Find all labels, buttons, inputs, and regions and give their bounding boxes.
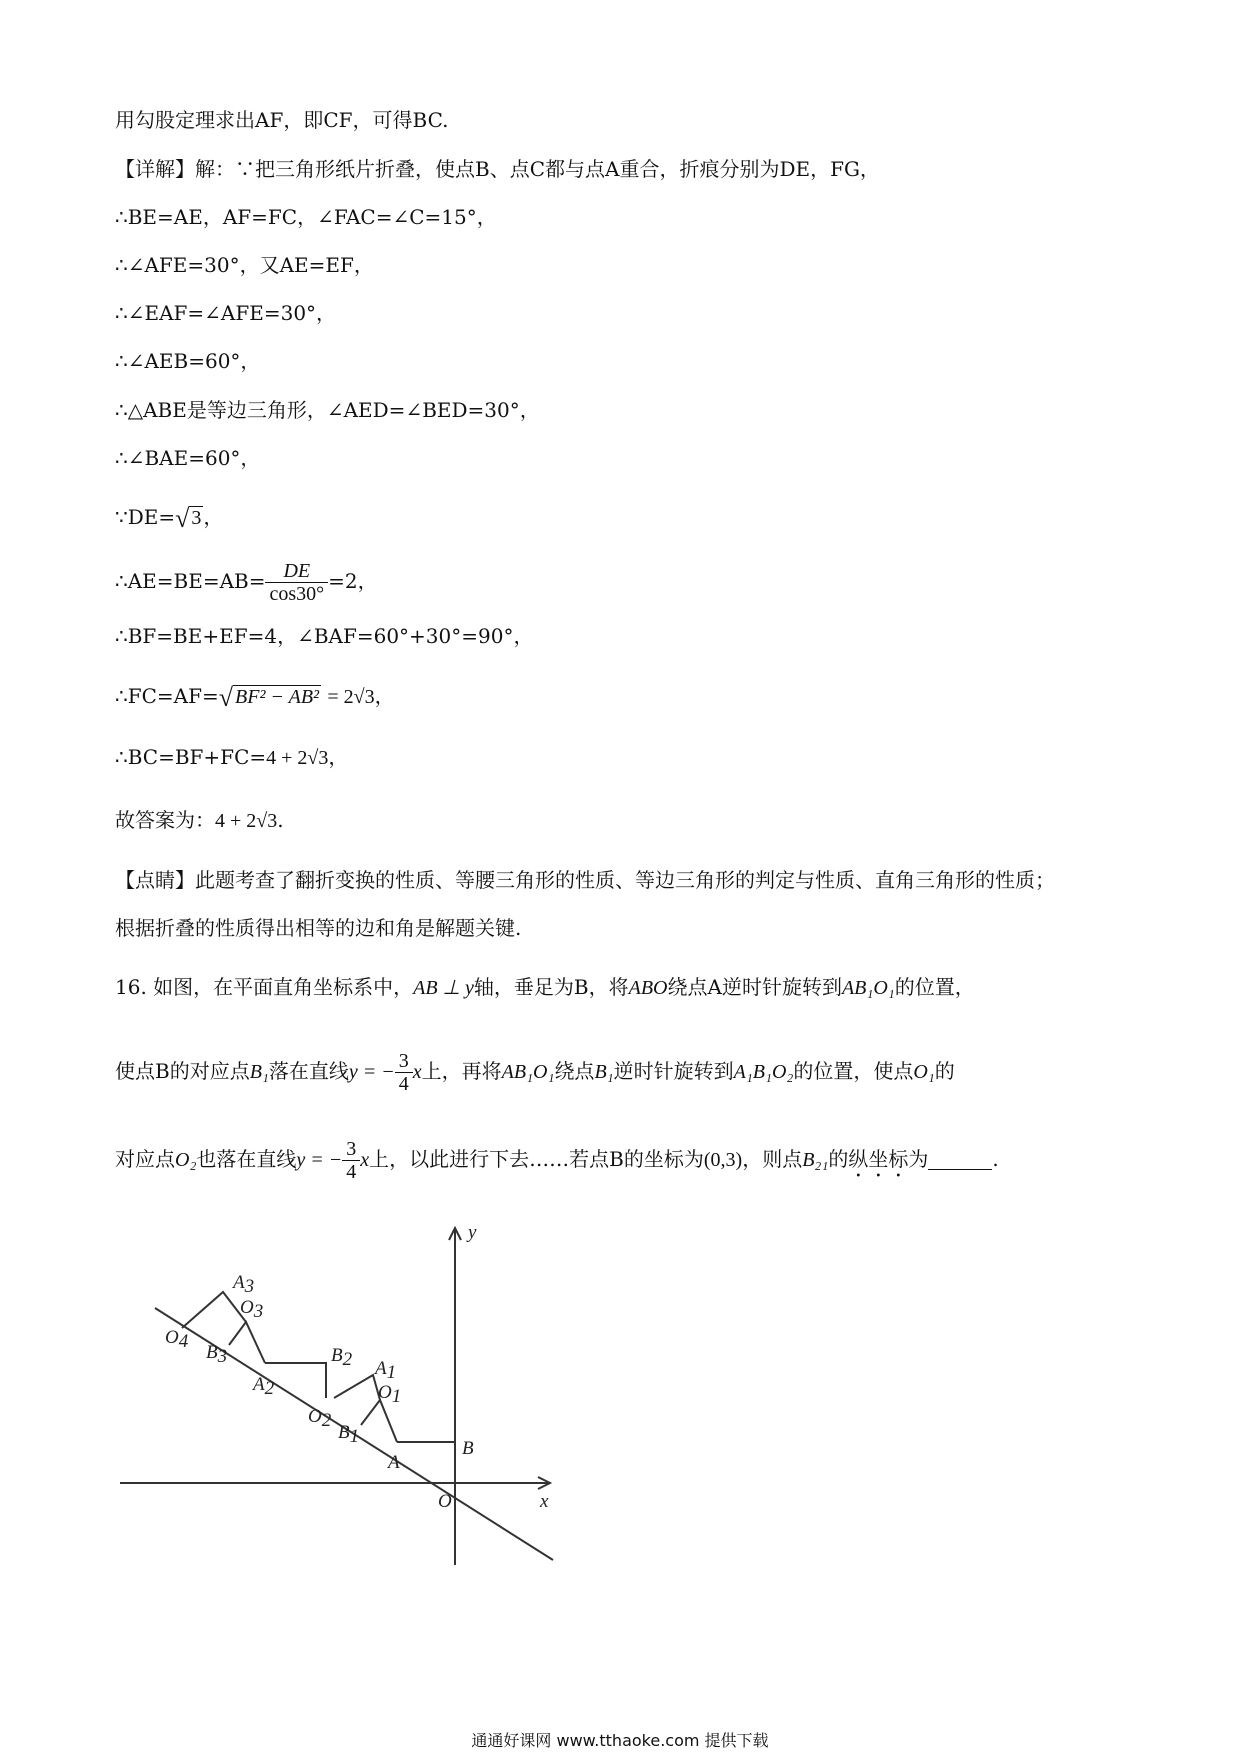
problem-text: 为 <box>908 1147 929 1171</box>
label-o2: O2 <box>308 1406 332 1431</box>
label-b1: B1 <box>338 1422 360 1447</box>
label-origin: O <box>438 1491 452 1512</box>
coordinate-figure <box>110 1210 570 1580</box>
comment-tag: 【点睛】 <box>115 868 195 892</box>
segment-a2-o3-b3 <box>229 1322 265 1363</box>
label-a3: A3 <box>233 1272 255 1297</box>
step-11 <box>115 743 348 772</box>
step-6: ∴∠BAE=60°， <box>115 446 261 470</box>
problem-text: 逆时针旋转到 <box>613 1059 734 1083</box>
step-9: ∴BF=BE+EF=4，∠BAF=60°+30°=90°， <box>115 624 534 648</box>
step-11-suffix: ， <box>328 745 349 769</box>
page-footer: 通通好课网 www.tthaoke.com 提供下载 <box>471 1731 769 1750</box>
problem-text: ，则点 <box>742 1147 803 1171</box>
label-b3: B3 <box>206 1342 228 1367</box>
label-x: x <box>540 1491 549 1512</box>
problem-line-2 <box>115 1050 955 1095</box>
problem-text: 的位置，使点 <box>793 1059 914 1083</box>
answer-suffix: . <box>277 808 284 832</box>
problem-text: 轴，垂足为 <box>473 975 574 999</box>
detail-line <box>115 155 880 183</box>
step-10-prefix: ∴FC=AF= <box>115 684 219 708</box>
point-o2: O₂ <box>175 1149 197 1171</box>
problem-line-1 <box>115 973 975 1002</box>
problem-text: 的位置， <box>894 975 975 999</box>
step-11-value: 4 + 2√3 <box>266 747 329 769</box>
step-2: ∴∠AFE=30°，又AE=EF， <box>115 253 374 277</box>
label-a2: A2 <box>253 1374 275 1399</box>
step-10-suffix: ， <box>374 684 395 708</box>
coordinate-b: (0,3) <box>703 1149 743 1171</box>
perp-condition: AB ⊥ y <box>413 977 474 999</box>
comment-text-1: 此题考查了翻折变换的性质、等腰三角形的性质、等边三角形的判定与性质、直角三角形的性质； <box>195 868 1055 892</box>
label-b: B <box>462 1438 474 1459</box>
answer-prefix: 故答案为： <box>115 808 215 832</box>
step-3: ∴∠EAF=∠AFE=30°， <box>115 301 337 325</box>
sqrt-3: √ 3 <box>175 504 202 533</box>
equation-lhs: y = − <box>296 1149 343 1171</box>
problem-text: 上，再将 <box>421 1059 502 1083</box>
problem-number: 16. <box>115 975 147 999</box>
problem-text: 的 <box>828 1147 849 1171</box>
problem-line-3 <box>115 1138 999 1183</box>
step-5: ∴△ABE是等边三角形，∠AED=∠BED=30°， <box>115 398 540 422</box>
sqrt-bf-ab: √ BF² − AB² <box>218 683 320 712</box>
triangle-a1b1o2: A₁B₁O₂ <box>733 1061 794 1083</box>
fraction-three-quarters: $\frac{3}{4}$ <box>395 1050 413 1095</box>
comment-line-1 <box>115 866 1055 894</box>
fraction-three-quarters: $\frac{3}{4}$ <box>342 1138 360 1183</box>
label-o4: O4 <box>165 1327 189 1352</box>
label-y: y <box>468 1222 477 1243</box>
step-4: ∴∠AEB=60°， <box>115 349 261 373</box>
equation-lhs: y = − <box>348 1061 395 1083</box>
point-b1: B₁ <box>249 1061 269 1083</box>
emphasized-text: 纵坐标 <box>848 1147 909 1171</box>
step-8 <box>115 560 378 605</box>
answer-value: 4 + 2√3 <box>215 810 278 832</box>
label-o3: O3 <box>240 1297 264 1322</box>
problem-text: 的 <box>934 1059 955 1083</box>
step-10-result: = 2√3 <box>327 686 375 708</box>
segment-o2-a1-o1 <box>334 1375 380 1400</box>
segment-a2-b2-o2 <box>265 1363 326 1398</box>
problem-text: 落在直线 <box>268 1059 349 1083</box>
problem-text: . <box>992 1147 999 1171</box>
triangle-ab1o1: AB₁O₁ <box>841 977 895 999</box>
equation-rhs: x <box>360 1149 370 1171</box>
step-7 <box>115 503 223 533</box>
answer-line <box>115 806 284 835</box>
problem-text: 使点B的对应点 <box>115 1059 250 1083</box>
step-10 <box>115 682 395 712</box>
detail-text: 解：∵把三角形纸片折叠，使点B、点C都与点A重合，折痕分别为DE，FG， <box>195 157 880 181</box>
label-a: A <box>388 1452 400 1473</box>
problem-text: 对应点 <box>115 1147 175 1171</box>
problem-text: B，将 <box>573 975 629 999</box>
step-1: ∴BE=AE，AF=FC，∠FAC=∠C=15°， <box>115 205 497 229</box>
triangle-abo: ABO <box>628 977 668 999</box>
segment-o4-a3-o3 <box>182 1292 246 1328</box>
fraction-de-cos30: $\frac{DE}{\cos 30^\circ}$ <box>265 560 328 605</box>
label-a1: A1 <box>375 1358 397 1383</box>
solution-intro: 用勾股定理求出AF，即CF，可得BC. <box>115 108 449 132</box>
answer-blank <box>928 1149 992 1170</box>
step-7-suffix: ， <box>203 505 224 529</box>
step-7-prefix: ∵DE= <box>115 505 176 529</box>
step-8-prefix: ∴AE=BE=AB= <box>115 569 266 593</box>
point-b1: B₁ <box>594 1061 614 1083</box>
comment-line-2: 根据折叠的性质得出相等的边和角是解题关键. <box>115 916 522 940</box>
problem-text: 上，以此进行下去……若点B的坐标为 <box>369 1147 704 1171</box>
step-11-prefix: ∴BC=BF+FC= <box>115 745 267 769</box>
label-b2: B2 <box>331 1345 353 1370</box>
equation-rhs: x <box>412 1061 422 1083</box>
step-8-suffix: =2， <box>328 569 378 593</box>
point-b21: B₂₁ <box>802 1149 829 1171</box>
problem-text: 如图，在平面直角坐标系中， <box>153 975 414 999</box>
problem-text: 绕点 <box>554 1059 595 1083</box>
triangle-ab1o1: AB₁O₁ <box>501 1061 555 1083</box>
label-o1: O1 <box>378 1382 402 1407</box>
point-o1: O₁ <box>913 1061 935 1083</box>
problem-text: 也落在直线 <box>196 1147 297 1171</box>
problem-text: 绕点A逆时针旋转到 <box>667 975 842 999</box>
detail-tag: 【详解】 <box>115 157 195 181</box>
